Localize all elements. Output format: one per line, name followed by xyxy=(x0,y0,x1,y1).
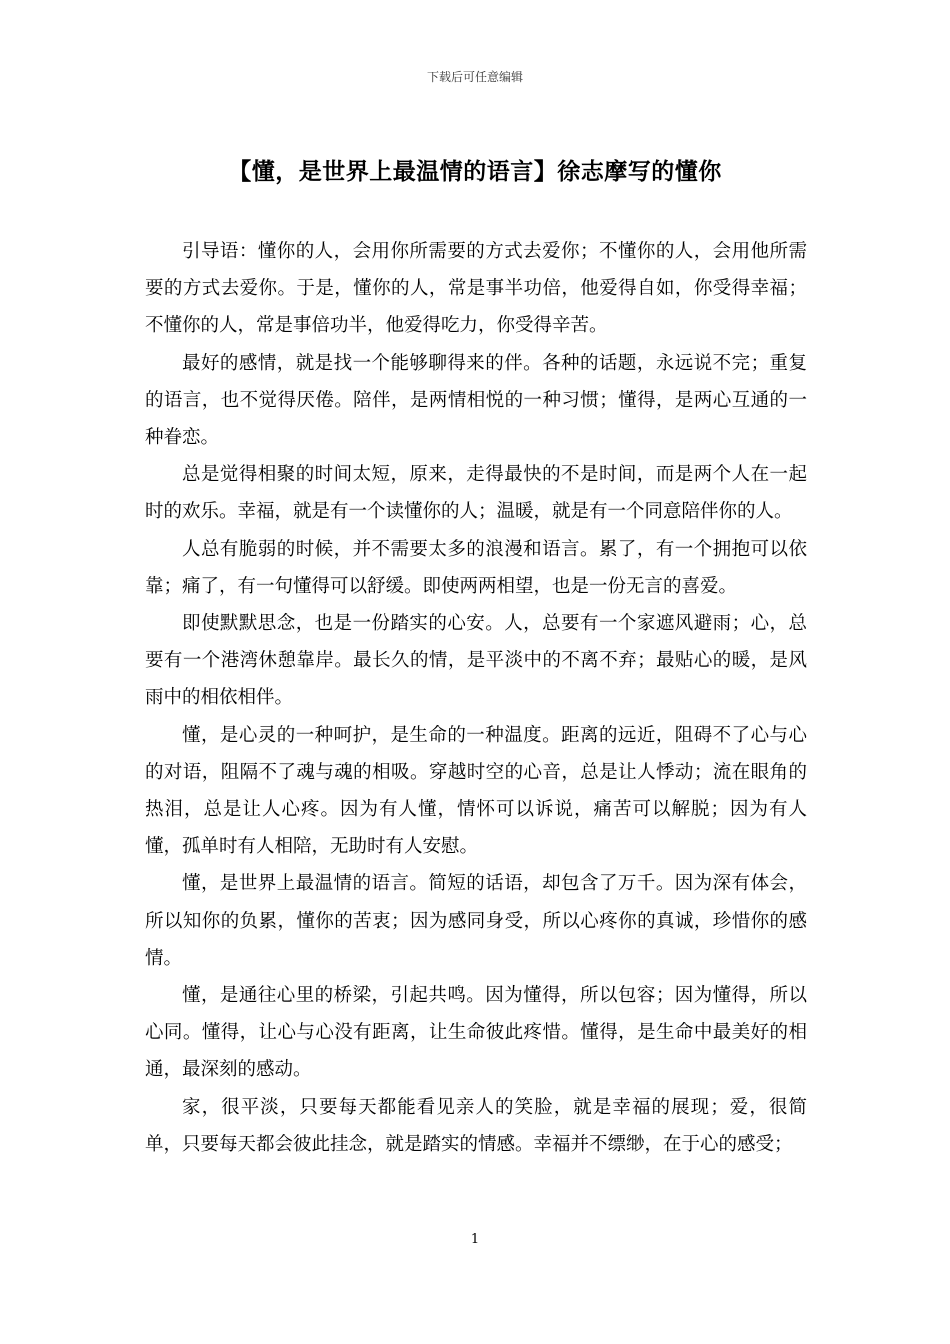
page-number: 1 xyxy=(470,1232,480,1247)
header-note: 下载后可任意编辑 xyxy=(426,70,523,84)
paragraph: 即使默默思念，也是一份踏实的心安。人，总要有一个家遮风避雨；心，总要有一个港湾休憩靠岸。最长久的情，是平淡中的不离不弃；最贴心的暖，是风雨中的相依相伴。 xyxy=(145,613,807,709)
paragraph: 家，很平淡，只要每天都能看见亲人的笑脸，就是幸福的展现；爱，很简单，只要每天都会彼此挂念，就是踏实的情感。幸福并不缥缈，在于心的感受； xyxy=(145,1096,807,1155)
paragraph: 懂，是世界上最温情的语言。简短的话语，却包含了万千。因为深有体会，所以知你的负累，懂你的苦衷；因为感同身受，所以心疼你的真诚，珍惜你的感情。 xyxy=(145,873,807,969)
paragraph: 懂，是心灵的一种呵护，是生命的一种温度。距离的远近，阻碍不了心与心的对语，阻隔不了魂与魂的相吸。穿越时空的心音，总是让人悸动；流在眼角的热泪，总是让人心疼。因为有人懂，情怀可以诉说，痛苦可以解脱；因为有人懂，孤单时有人相陪，无助时有人安慰。 xyxy=(145,724,807,858)
paragraph: 引导语：懂你的人，会用你所需要的方式去爱你；不懂你的人，会用他所需要的方式去爱你。于是，懂你的人，常是事半功倍，他爱得自如，你受得幸福；不懂你的人，常是事倍功半，他爱得吃力，你受得辛苦。 xyxy=(145,241,807,337)
paragraph: 人总有脆弱的时候，并不需要太多的浪漫和语言。累了，有一个拥抱可以依靠；痛了，有一句懂得可以舒缓。即使两两相望，也是一份无言的喜爱。 xyxy=(145,538,807,597)
document-title: 【懂，是世界上最温情的语言】徐志摩写的懂你 xyxy=(228,159,722,185)
paragraph: 总是觉得相聚的时间太短，原来，走得最快的不是时间，而是两个人在一起时的欢乐。幸福，就是有一个读懂你的人；温暖，就是有一个同意陪伴你的人。 xyxy=(145,464,807,523)
paragraph: 懂，是通往心里的桥梁，引起共鸣。因为懂得，所以包容；因为懂得，所以心同。懂得，让心与心没有距离，让生命彼此疼惜。懂得，是生命中最美好的相通，最深刻的感动。 xyxy=(145,985,807,1081)
paragraph: 最好的感情，就是找一个能够聊得来的伴。各种的话题，永远说不完；重复的语言，也不觉得厌倦。陪伴，是两情相悦的一种习惯；懂得，是两心互通的一种眷恋。 xyxy=(145,352,807,449)
document-body xyxy=(145,233,807,1163)
